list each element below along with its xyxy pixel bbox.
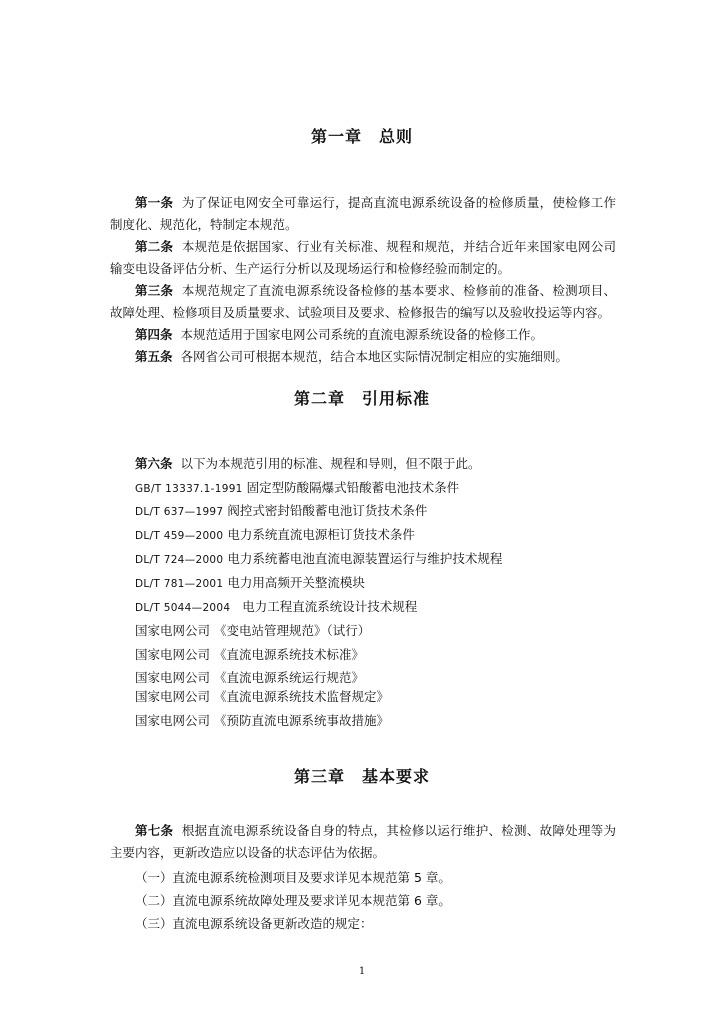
standard-item	[135, 525, 415, 546]
requirement-item: （二）直流电源系统故障处理及要求详见本规范第 6 章。	[135, 893, 451, 908]
standard-code: DL/T 637—1997	[135, 506, 224, 518]
article-label: 第四条	[135, 327, 173, 342]
standard-code: DL/T 724—2000	[135, 554, 224, 566]
requirement-item: （三）直流电源系统设备更新改造的规定：	[135, 916, 373, 931]
standard-name: 电力系统蓄电池直流电源装置运行与维护技术规程	[227, 551, 503, 566]
company-doc: 国家电网公司 《变电站管理规范》（试行）	[135, 623, 371, 638]
standard-name: 固定型防酸隔爆式铅酸蓄电池技术条件	[246, 480, 460, 495]
article-3	[110, 280, 616, 324]
standard-name: 电力用高频开关整流模块	[227, 575, 365, 590]
article-text: 本规范适用于国家电网公司系统的直流电源系统设备的检修工作。	[180, 327, 543, 342]
standard-name: 阀控式密封铅酸蓄电池订货技术条件	[227, 503, 428, 518]
article-text: 本规范规定了直流电源系统设备检修的基本要求、检修前的准备、检测项目、故障处理、检修项目及质量要求、试验项目及要求、检修报告的编写以及验收投运等内容。	[110, 283, 616, 320]
standard-name: 电力工程直流系统设计技术规程	[242, 599, 418, 614]
article-text: 本规范是依据国家、行业有关标准、规程和规范，并结合近年来国家电网公司输变电设备评估分析、生产运行分析以及现场运行和检修经验而制定的。	[110, 239, 616, 276]
company-doc: 国家电网公司 《直流电源系统运行规范》	[135, 670, 364, 685]
article-text: 为了保证电网安全可靠运行，提高直流电源系统设备的检修质量，使检修工作制度化、规范化，特制定本规范。	[110, 195, 616, 232]
chapter-2-title: 第二章 引用标准	[293, 389, 430, 408]
article-6	[110, 453, 616, 475]
article-label: 第五条	[135, 349, 173, 364]
standard-code: DL/T 459—2000	[135, 530, 224, 542]
standard-item	[135, 573, 365, 594]
article-2	[110, 236, 616, 280]
chapter-3-title: 第三章 基本要求	[293, 767, 430, 786]
standard-code: DL/T 5044—2004	[135, 602, 231, 614]
standard-item	[135, 549, 502, 570]
standard-item	[135, 597, 417, 618]
article-label: 第七条	[135, 823, 174, 838]
standard-code: DL/T 781—2001	[135, 578, 224, 590]
company-doc: 国家电网公司 《预防直流电源系统事故措施》	[135, 713, 389, 728]
article-1	[110, 192, 616, 236]
article-text: 根据直流电源系统设备自身的特点，其检修以运行维护、检测、故障处理等为主要内容，更新改造应以设备的状态评估为依据。	[110, 823, 616, 860]
article-text: 各网省公司可根据本规范，结合本地区实际情况制定相应的实施细则。	[180, 349, 568, 364]
standard-item	[135, 478, 459, 499]
standard-item	[135, 501, 427, 522]
article-5	[110, 346, 616, 368]
company-doc: 国家电网公司 《直流电源系统技术监督规定》	[135, 689, 389, 704]
article-label: 第二条	[135, 239, 174, 254]
chapter-1-title: 第一章 总则	[310, 127, 413, 146]
article-text: 以下为本规范引用的标准、规程和导则，但不限于此。	[180, 456, 481, 471]
standard-name: 电力系统直流电源柜订货技术条件	[227, 527, 415, 542]
article-label: 第六条	[135, 456, 173, 471]
requirement-item: （一）直流电源系统检测项目及要求详见本规范第 5 章。	[135, 870, 451, 885]
article-label: 第三条	[135, 283, 174, 298]
article-label: 第一条	[135, 195, 174, 210]
article-4	[110, 324, 616, 346]
company-doc: 国家电网公司 《直流电源系统技术标准》	[135, 647, 364, 662]
article-7	[110, 820, 616, 864]
standard-code: GB/T 13337.1-1991	[135, 483, 243, 495]
page-number: 1	[358, 966, 366, 977]
